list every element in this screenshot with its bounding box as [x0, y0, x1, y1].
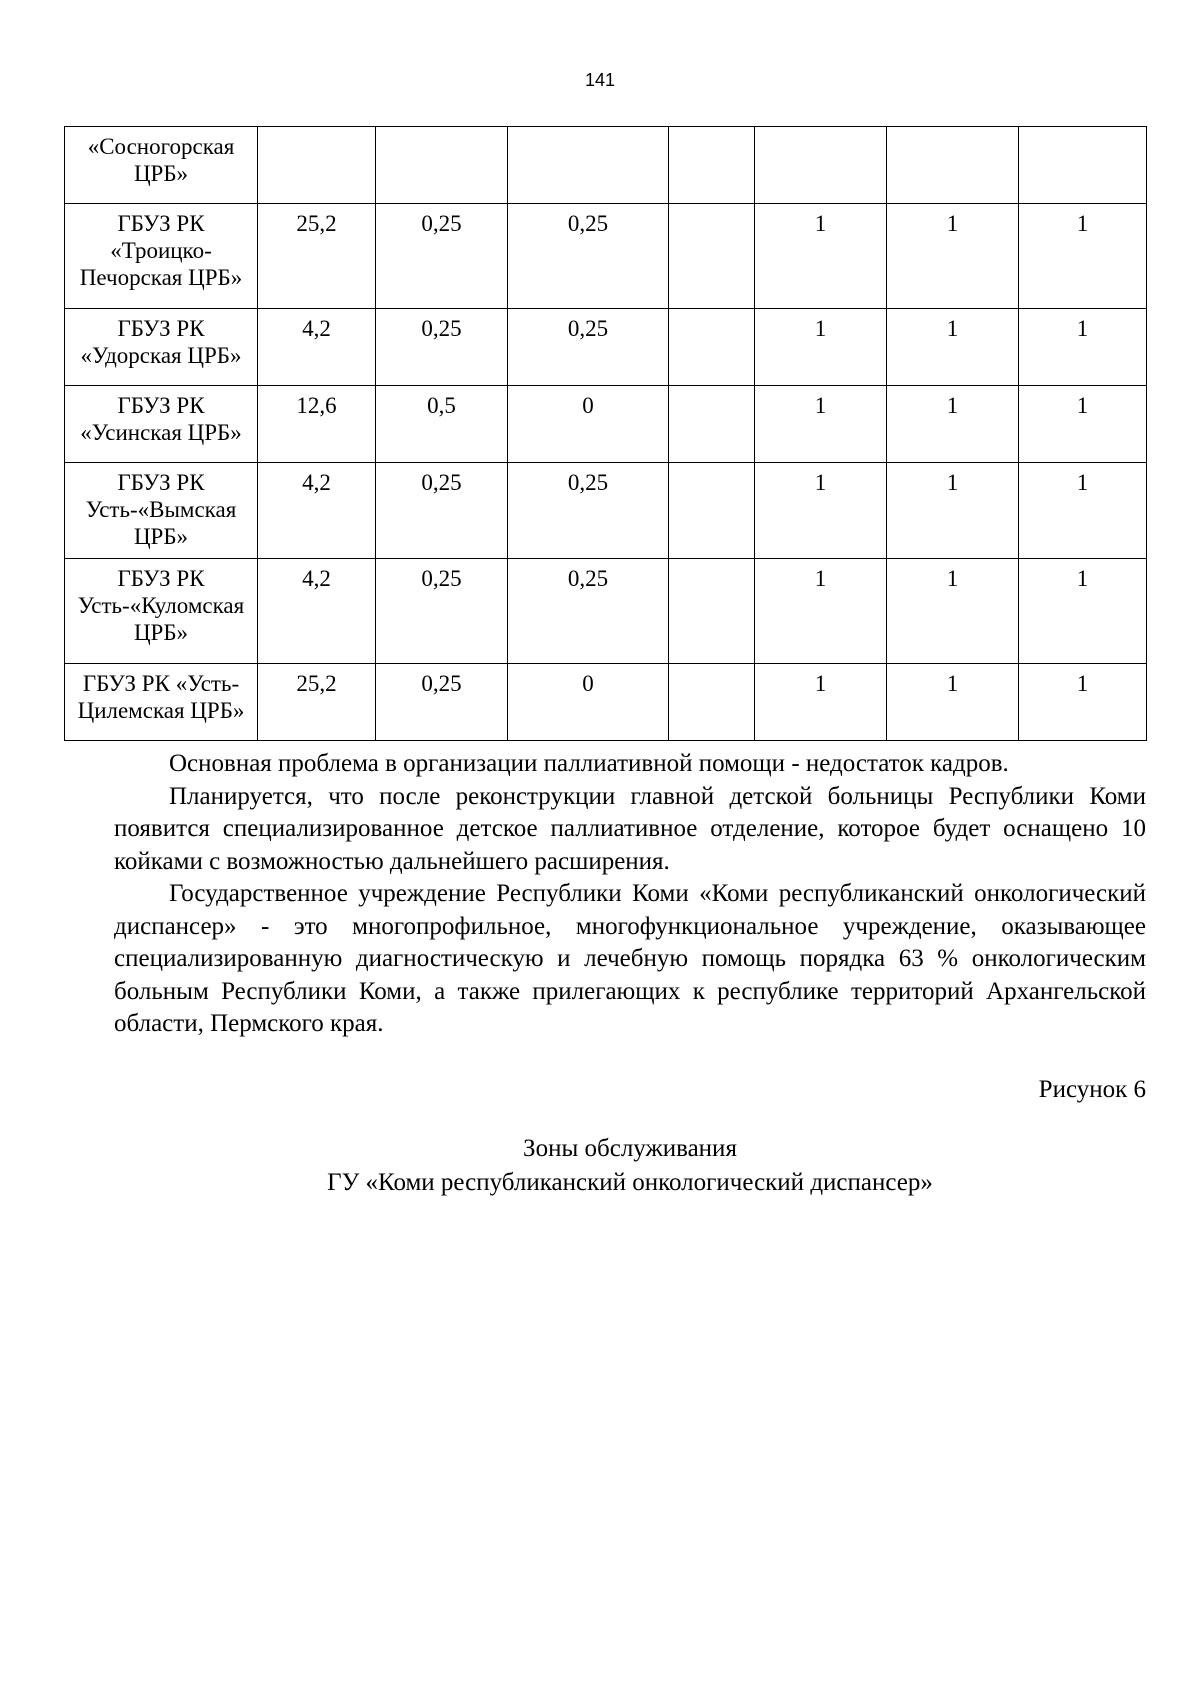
paragraph: Планируется, что после реконструкции главной детской больницы Республики Коми появится специализированное детское паллиативное отделение, которое будет оснащено 10 койками с возможностью дальнейшего расширения. [114, 782, 1146, 875]
table-cell [376, 127, 508, 204]
paragraph: Основная проблема в организации паллиативной помощи - недостаток кадров. [169, 750, 1009, 777]
table-cell [669, 386, 755, 463]
table-cell [1019, 127, 1147, 204]
table-row [65, 664, 1147, 741]
table-row [65, 204, 1147, 309]
table-cell: 0,25 [376, 204, 508, 309]
table-cell-name: ГБУЗ РК «Удорская ЦРБ» [65, 309, 258, 386]
table-cell [669, 463, 755, 559]
page-number: 141 [584, 70, 616, 90]
table-cell [508, 127, 669, 204]
table-cell: 1 [1019, 204, 1147, 309]
table-cell [669, 309, 755, 386]
table-cell: 1 [887, 559, 1019, 664]
table-cell-name: ГБУЗ РК «Троицко-Печорская ЦРБ» [65, 204, 258, 309]
table-cell [669, 204, 755, 309]
table-cell: 0 [508, 386, 669, 463]
table-cell: 1 [755, 204, 887, 309]
table-cell: 0 [508, 664, 669, 741]
figure-label: Рисунок 6 [1038, 1076, 1146, 1103]
figure-title [114, 1132, 1146, 1200]
table-cell [887, 127, 1019, 204]
table-cell: 1 [755, 463, 887, 559]
table-cell-name: «Сосногорская ЦРБ» [65, 127, 258, 204]
table-cell: 1 [755, 664, 887, 741]
table-cell-name: ГБУЗ РК Усть-«Куломская ЦРБ» [65, 559, 258, 664]
table-cell-name: ГБУЗ РК «Усть-Цилемская ЦРБ» [65, 664, 258, 741]
table-cell: 0,25 [508, 559, 669, 664]
table-cell: 0,25 [376, 664, 508, 741]
table-cell: 0,5 [376, 386, 508, 463]
table-cell: 1 [887, 664, 1019, 741]
table-cell: 4,2 [258, 559, 376, 664]
table-cell [755, 127, 887, 204]
table-cell [669, 127, 755, 204]
table-cell: 1 [1019, 664, 1147, 741]
table-cell: 1 [887, 309, 1019, 386]
table-cell [258, 127, 376, 204]
table-cell: 1 [1019, 309, 1147, 386]
data-table [64, 126, 1147, 741]
table-cell: 1 [1019, 559, 1147, 664]
table-cell: 0,25 [508, 463, 669, 559]
table-row [65, 463, 1147, 559]
table-cell: 4,2 [258, 463, 376, 559]
table-cell: 1 [887, 386, 1019, 463]
table-cell: 25,2 [258, 664, 376, 741]
table-cell: 0,25 [508, 204, 669, 309]
figure-title-line: Зоны обслуживания [523, 1135, 737, 1162]
paragraph: Государственное учреждение Республики Коми «Коми республиканский онкологический диспансер» - это многопрофильное, многофункциональное учреждение, оказывающее специализированную диагностическую и лечебную помощь порядка 63 % онкологическим больным Республики Коми, а также прилегающих к республике территорий Архангельской области, Пермского края. [114, 880, 1146, 1037]
table-row [65, 127, 1147, 204]
table-cell: 1 [887, 204, 1019, 309]
table-row [65, 309, 1147, 386]
table-cell: 1 [887, 463, 1019, 559]
table-cell: 0,25 [508, 309, 669, 386]
table-cell [669, 559, 755, 664]
table-cell: 4,2 [258, 309, 376, 386]
table-cell: 1 [755, 386, 887, 463]
table-row [65, 559, 1147, 664]
body-text [114, 748, 1146, 1041]
table-cell: 1 [1019, 386, 1147, 463]
table-cell: 12,6 [258, 386, 376, 463]
table-cell: 0,25 [376, 309, 508, 386]
table-cell [669, 664, 755, 741]
table-row [65, 386, 1147, 463]
table-cell: 1 [755, 559, 887, 664]
table-cell: 0,25 [376, 463, 508, 559]
table-cell: 1 [755, 309, 887, 386]
table-cell: 25,2 [258, 204, 376, 309]
table-cell-name: ГБУЗ РК Усть-«Вымская ЦРБ» [65, 463, 258, 559]
table-cell-name: ГБУЗ РК «Усинская ЦРБ» [65, 386, 258, 463]
table-cell: 0,25 [376, 559, 508, 664]
figure-title-line: ГУ «Коми республиканский онкологический диспансер» [327, 1169, 933, 1196]
table-cell: 1 [1019, 463, 1147, 559]
